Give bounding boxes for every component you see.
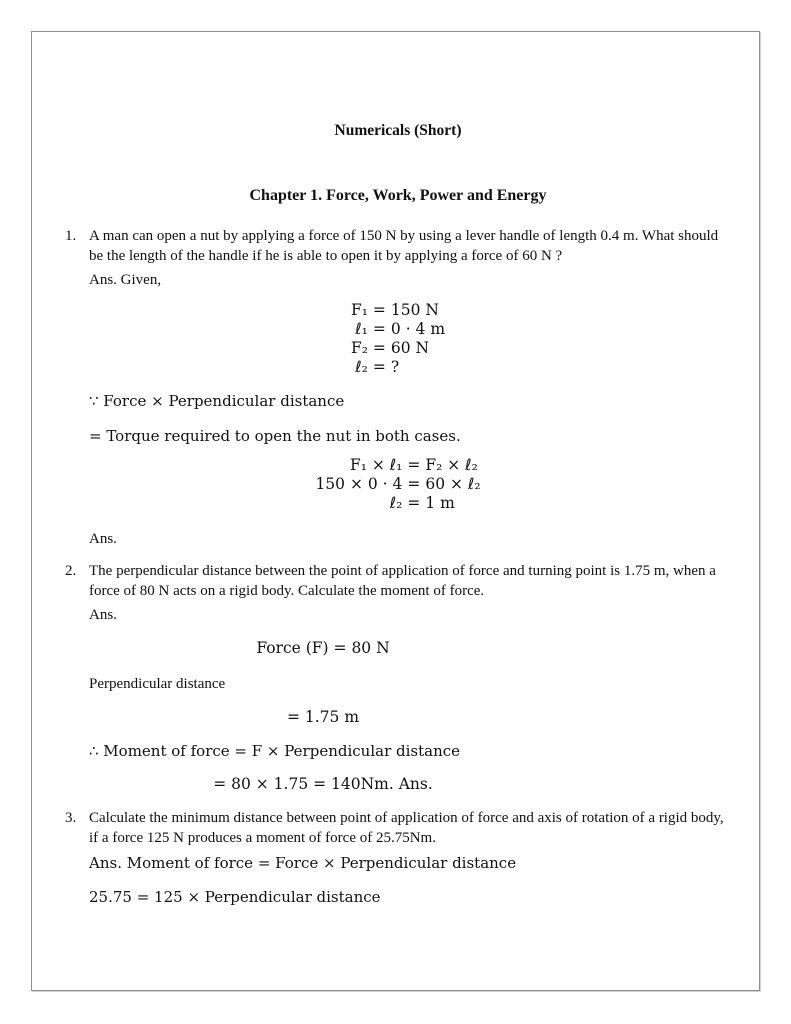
equals-sign: = (372, 320, 386, 338)
q2-result-line: = 80 × 1.75 = 140Nm. Ans. (213, 775, 433, 793)
equation-rhs: ? (390, 358, 400, 376)
q1-ans-label: Ans. (89, 531, 117, 547)
equation-lhs: ℓ₂ (389, 494, 403, 512)
document-title: Numericals (Short) (334, 122, 462, 139)
question-3-text: Calculate the minimum distance between point of application of force and axis of rotation of a rigid body, if a force 125 N produces a moment of force of 25.75Nm. (89, 810, 724, 846)
question-2-text: The perpendicular distance between the point of application of force and turning point is 1.75 m, when a force of 80 N acts on a rigid body. Calculate the moment of force. (89, 563, 716, 599)
equation-lhs: ℓ₁ (355, 320, 368, 338)
q2-perpendicular-value: = 1.75 m (286, 708, 360, 726)
q3-ans-line: Ans. Moment of force = Force × Perpendicular distance (89, 854, 517, 872)
document-content (65, 0, 731, 907)
question-2-number: 2. (65, 563, 77, 579)
question-1 (65, 226, 731, 266)
equals-sign: = (372, 339, 386, 357)
equation-rhs: 0 · 4 m (390, 320, 446, 338)
equals-sign: = (372, 358, 386, 376)
q1-ans-given: Ans. Given, (89, 272, 162, 288)
equals-sign: = (407, 456, 421, 474)
q1-given-equations (65, 301, 731, 377)
q2-ans-label: Ans. (89, 607, 117, 623)
equation-rhs: 150 N (390, 301, 439, 319)
q2-perpendicular-label: Perpendicular distance (89, 676, 226, 692)
q2-force-line: Force (F) = 80 N (256, 639, 390, 657)
equals-sign: = (407, 494, 421, 512)
q2-therefore-line: ∴ Moment of force = F × Perpendicular distance (89, 742, 461, 760)
question-3-number: 3. (65, 810, 77, 826)
question-3 (65, 808, 731, 848)
equation-rhs: 60 N (390, 339, 430, 357)
equation-lhs: F₁ × ℓ₁ (349, 456, 403, 474)
equation-lhs: F₂ (350, 339, 368, 357)
equals-sign: = (372, 301, 386, 319)
equation-rhs: 1 m (425, 494, 455, 512)
question-1-text: A man can open a nut by applying a force of 150 N by using a lever handle of length 0.4 m. What should be the length of the handle if he is able to open it by applying a force of 60 N ? (89, 228, 719, 264)
q1-torque-line: = Torque required to open the nut in both cases. (89, 427, 461, 445)
equation-lhs: 150 × 0 · 4 (315, 475, 403, 493)
q1-solution-equation-grid (315, 456, 480, 513)
q1-because-line: ∵ Force × Perpendicular distance (89, 392, 345, 410)
question-2 (65, 561, 731, 601)
equation-rhs: F₂ × ℓ₂ (425, 456, 478, 474)
q3-calc-line: 25.75 = 125 × Perpendicular distance (89, 888, 381, 906)
equation-lhs: F₁ (350, 301, 368, 319)
equation-rhs: 60 × ℓ₂ (425, 475, 481, 493)
q1-given-equation-grid (351, 301, 445, 377)
equation-lhs: ℓ₂ (355, 358, 368, 376)
question-1-number: 1. (65, 228, 77, 244)
chapter-heading: Chapter 1. Force, Work, Power and Energy (249, 187, 547, 204)
equals-sign: = (407, 475, 421, 493)
q1-solution-equations (65, 456, 731, 513)
